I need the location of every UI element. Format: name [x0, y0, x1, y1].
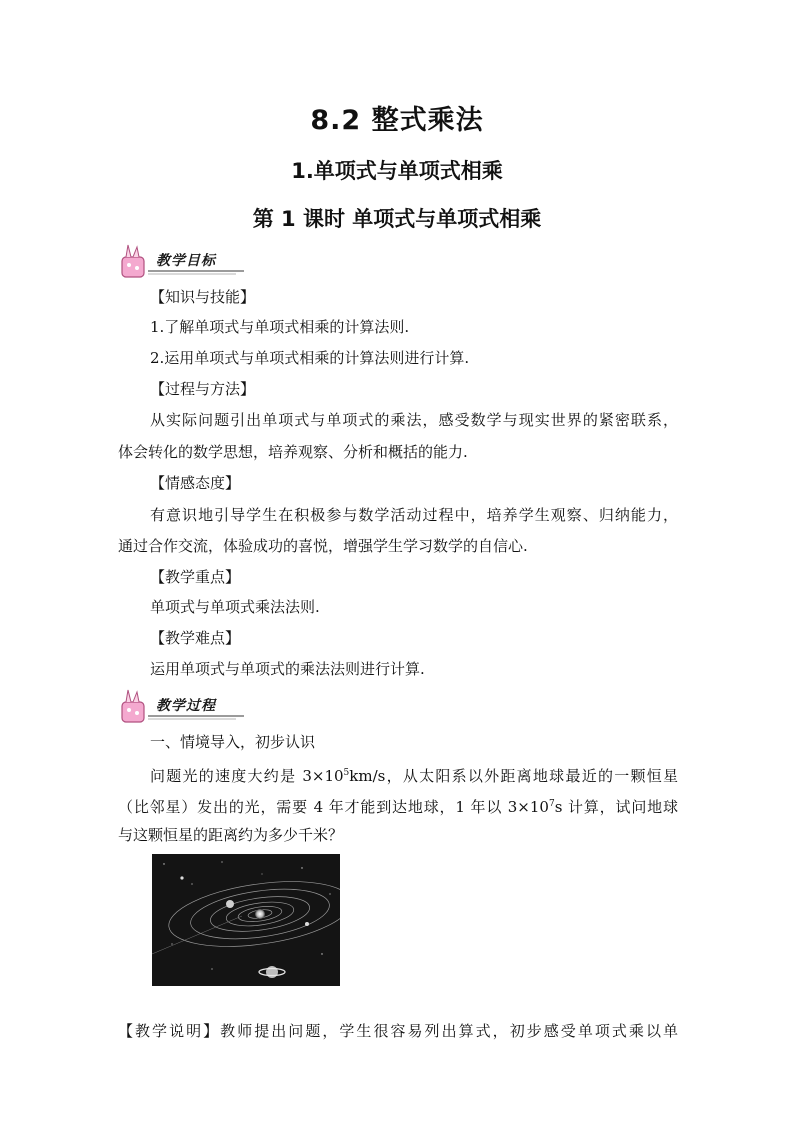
method-text-2: 体会转化的数学思想，培养观察、分析和概括的能力.	[118, 443, 468, 461]
teaching-goals-badge	[118, 243, 248, 279]
step1-heading: 一、情境导入，初步认识	[150, 733, 316, 751]
teaching-process-label: 教学过程	[156, 698, 216, 714]
page-title: 8.2 整式乘法	[310, 105, 484, 136]
difficult-point-heading: 【教学难点】	[150, 629, 241, 647]
teaching-note: 【教学说明】教师提出问题，学生很容易列出算式，初步感受单项式乘以单	[118, 1022, 678, 1040]
key-point-heading: 【教学重点】	[150, 568, 241, 586]
problem-text-1: 问题光的速度大约是 $3\times 10^5km/s$，从太阳系以外距离地球最近的一颗恒星	[150, 767, 678, 785]
teaching-goals-label: 教学目标	[156, 253, 216, 269]
problem-text-2: （比邻星）发出的光，需要 4 年才能到达地球，1 年以 $3\times 10^7s$ 计算，试问地球	[118, 798, 678, 816]
knowledge-item-1: 1.了解单项式与单项式相乘的计算法则.	[150, 318, 410, 336]
emotion-text-1: 有意识地引导学生在积极参与数学活动过程中，培养学生观察、归纳能力，	[150, 506, 678, 524]
section-title: 1.单项式与单项式相乘	[291, 159, 503, 183]
method-heading: 【过程与方法】	[150, 380, 256, 398]
emotion-heading: 【情感态度】	[150, 474, 241, 492]
method-text-1: 从实际问题引出单项式与单项式的乘法，感受数学与现实世界的紧密联系，	[150, 411, 678, 429]
lesson-title: 第 1 课时 单项式与单项式相乘	[252, 207, 542, 231]
knowledge-heading: 【知识与技能】	[150, 288, 256, 306]
key-point-text: 单项式与单项式乘法法则.	[150, 598, 320, 616]
emotion-text-2: 通过合作交流，体验成功的喜悦，增强学生学习数学的自信心.	[118, 537, 528, 555]
problem-text-3: 与这颗恒星的距离约为多少千米？	[118, 826, 344, 844]
difficult-point-text: 运用单项式与单项式的乘法法则进行计算.	[150, 660, 425, 678]
knowledge-item-2: 2.运用单项式与单项式相乘的计算法则进行计算.	[150, 349, 470, 367]
teaching-process-badge	[118, 688, 248, 724]
solar-system-image	[152, 854, 340, 986]
